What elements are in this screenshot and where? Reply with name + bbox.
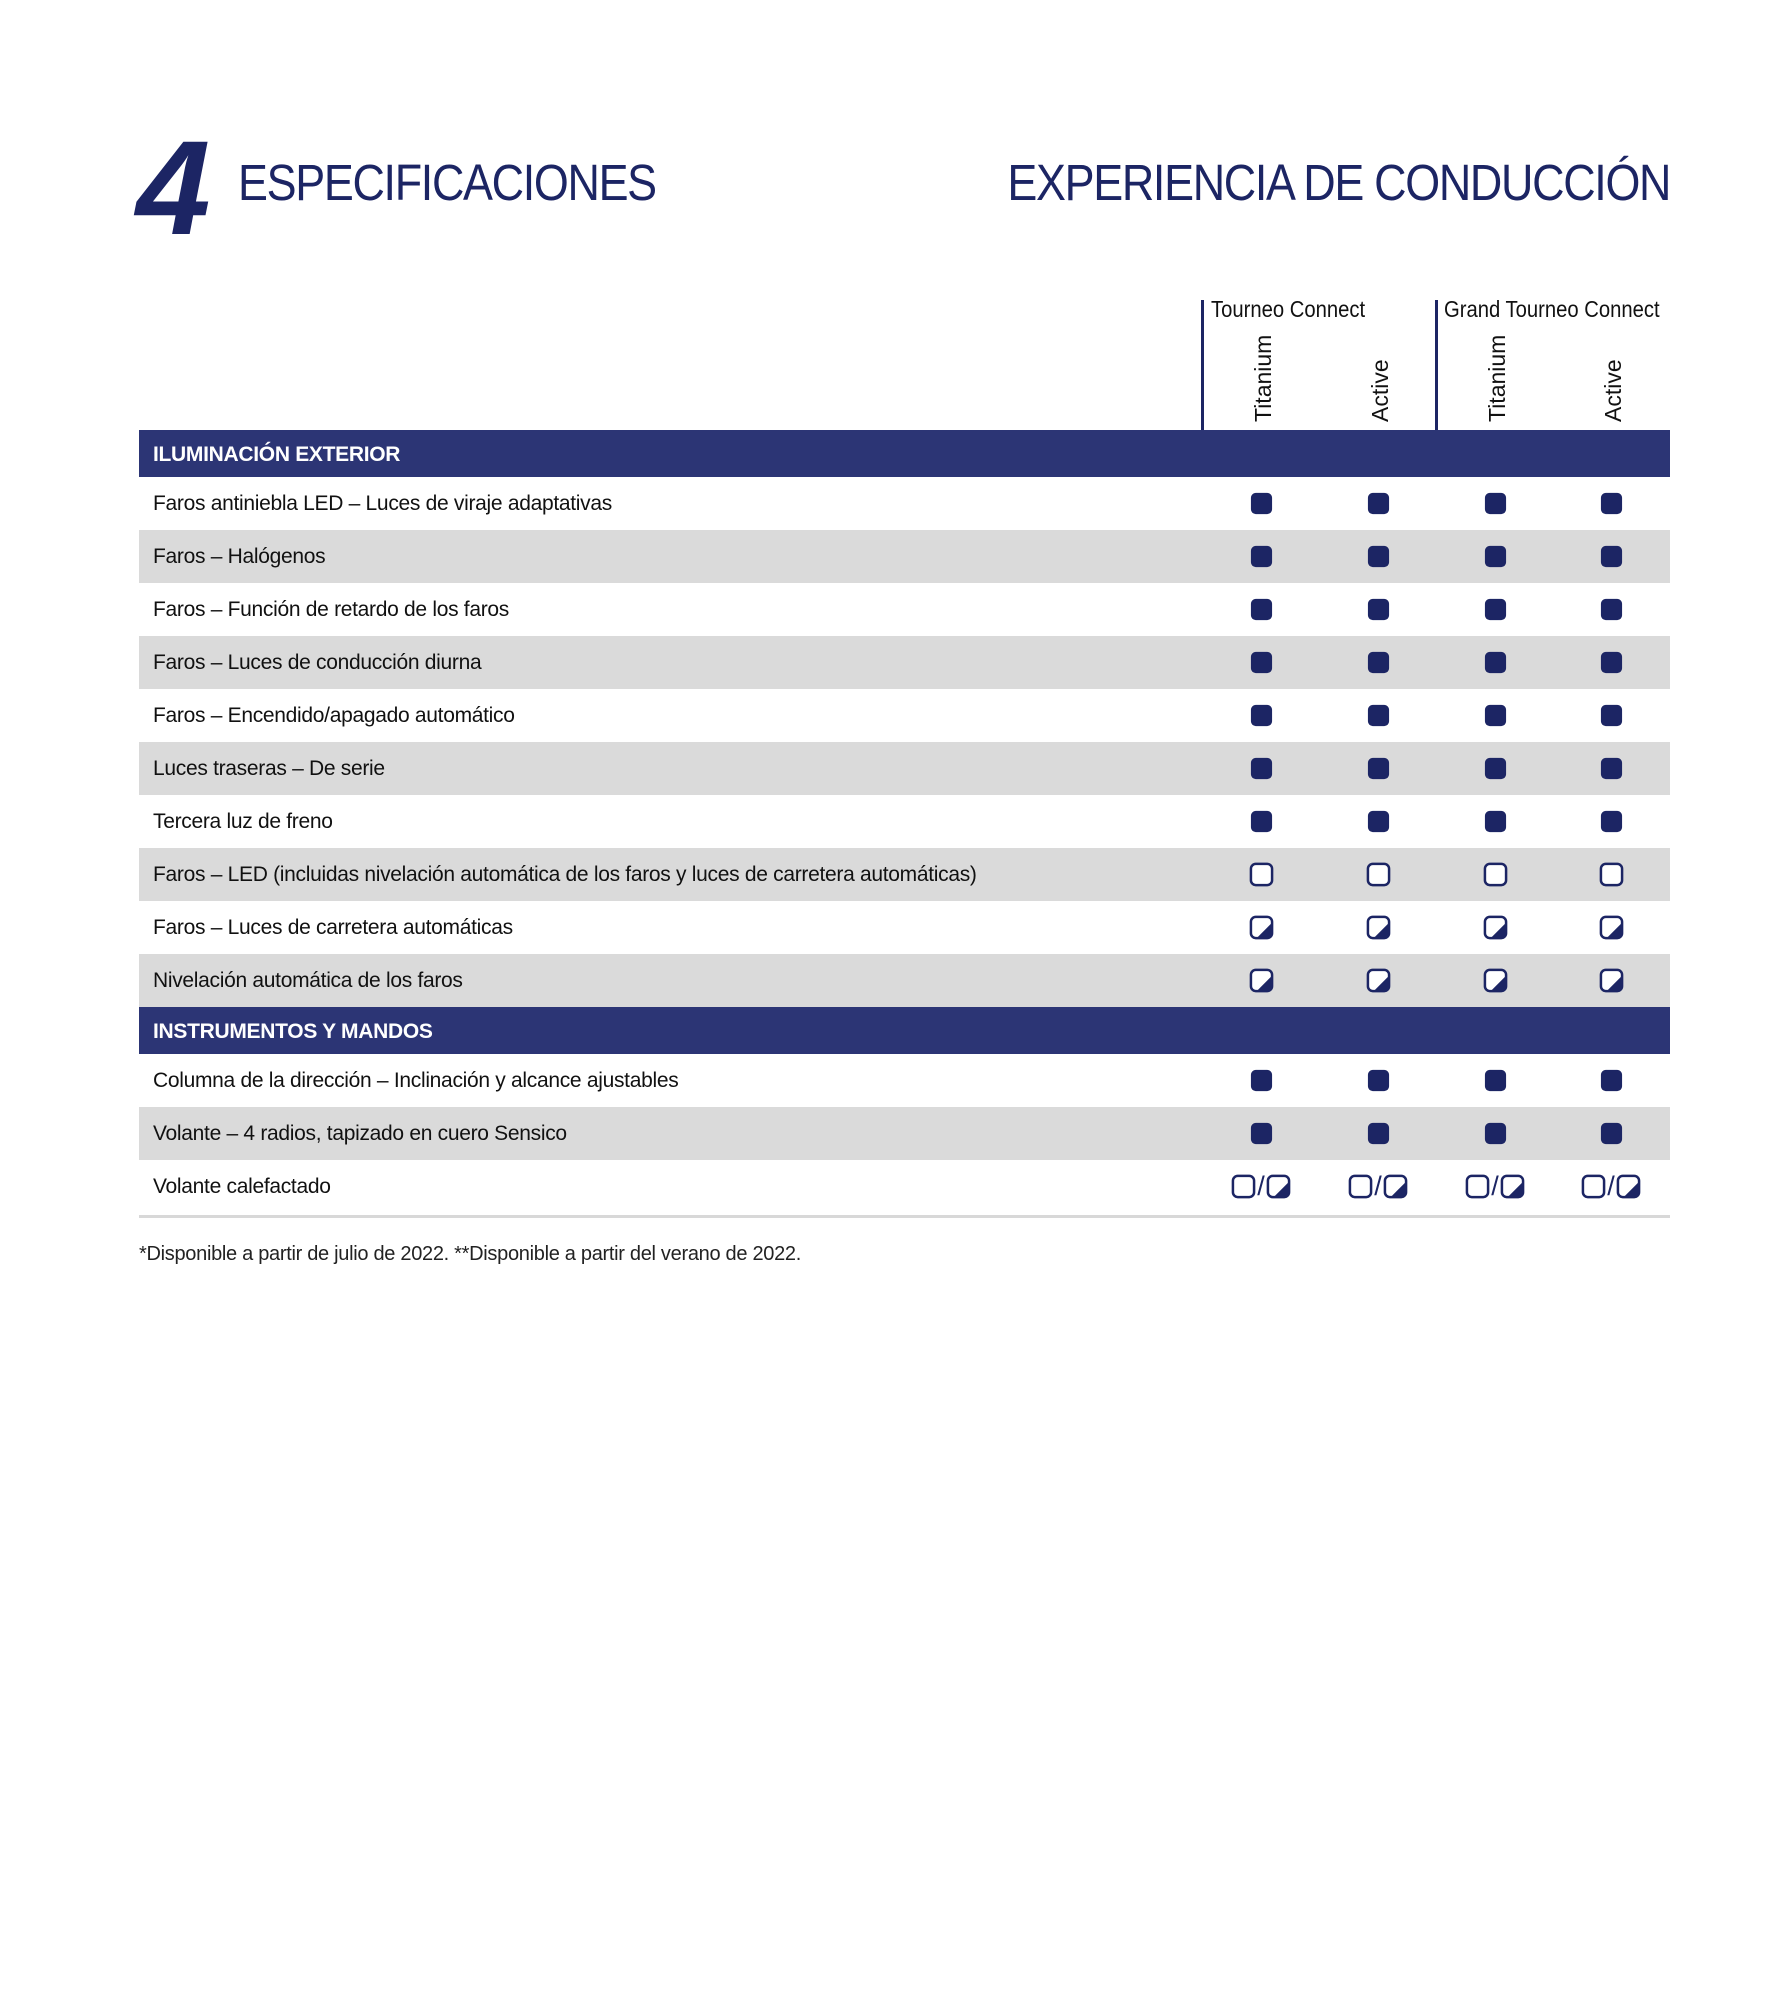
spec-cell [1221, 795, 1301, 848]
standard-filled-square-icon [1366, 491, 1391, 516]
spec-cell [1338, 530, 1418, 583]
spec-cell [1455, 530, 1535, 583]
slash-separator: / [1607, 1171, 1615, 1201]
spec-cell [1571, 477, 1651, 530]
spec-cell [1338, 1160, 1418, 1213]
standard-filled-square-icon [1483, 703, 1508, 728]
option-outline-square-icon [1599, 862, 1624, 887]
spec-cell [1455, 848, 1535, 901]
spec-row [139, 901, 1670, 954]
standard-filled-square-icon [1366, 597, 1391, 622]
spec-cell [1221, 583, 1301, 636]
group-label-tourneo-connect: Tourneo Connect [1211, 296, 1366, 322]
standard-filled-square-icon [1366, 703, 1391, 728]
option-pack-diagonal-square-icon [1483, 968, 1508, 993]
spec-cell [1221, 1107, 1301, 1160]
standard-filled-square-icon [1366, 650, 1391, 675]
trim-label-active: Active [1367, 359, 1393, 422]
option-or-pack-icon [1348, 1173, 1408, 1200]
spec-cell [1338, 689, 1418, 742]
spec-row-label: Faros – Encendido/apagado automático [153, 704, 515, 727]
spec-row [139, 742, 1670, 795]
spec-cell [1221, 848, 1301, 901]
option-outline-square-icon [1465, 1174, 1490, 1199]
standard-filled-square-icon [1599, 703, 1624, 728]
standard-filled-square-icon [1366, 1068, 1391, 1093]
page-title: EXPERIENCIA DE CONDUCCIÓN [1007, 154, 1670, 211]
spec-cell [1455, 1160, 1535, 1213]
standard-filled-square-icon [1483, 650, 1508, 675]
spec-cell [1221, 1160, 1301, 1213]
standard-filled-square-icon [1249, 756, 1274, 781]
slash-separator: / [1491, 1171, 1499, 1201]
spec-row [139, 1160, 1670, 1213]
standard-filled-square-icon [1483, 1121, 1508, 1146]
spec-row-label: Faros – Luces de conducción diurna [153, 651, 482, 674]
option-pack-diagonal-square-icon [1483, 915, 1508, 940]
slash-separator: / [1374, 1171, 1382, 1201]
section-header: ILUMINACIÓN EXTERIOR [139, 430, 1670, 477]
spec-cell [1571, 689, 1651, 742]
standard-filled-square-icon [1483, 544, 1508, 569]
spec-cell [1571, 901, 1651, 954]
spec-cell [1338, 477, 1418, 530]
spec-row [139, 689, 1670, 742]
spec-row [139, 1107, 1670, 1160]
spec-table [139, 430, 1670, 1218]
option-pack-diagonal-square-icon [1249, 915, 1274, 940]
spec-cell [1338, 742, 1418, 795]
spec-cell [1571, 530, 1651, 583]
spec-cell [1221, 477, 1301, 530]
group-divider-tourneo [1201, 300, 1204, 432]
spec-cell [1455, 477, 1535, 530]
spec-row-label: Luces traseras – De serie [153, 757, 385, 780]
standard-filled-square-icon [1599, 809, 1624, 834]
option-outline-square-icon [1249, 862, 1274, 887]
standard-filled-square-icon [1249, 597, 1274, 622]
option-pack-diagonal-square-icon [1383, 1174, 1408, 1199]
group-label-grand-tourneo-connect: Grand Tourneo Connect [1444, 296, 1660, 322]
spec-cell [1338, 1054, 1418, 1107]
trim-label-titanium: Titanium [1484, 334, 1510, 422]
option-outline-square-icon [1483, 862, 1508, 887]
standard-filled-square-icon [1249, 1121, 1274, 1146]
spec-cell [1571, 742, 1651, 795]
spec-cell [1455, 583, 1535, 636]
standard-filled-square-icon [1249, 809, 1274, 834]
standard-filled-square-icon [1599, 544, 1624, 569]
standard-filled-square-icon [1249, 703, 1274, 728]
standard-filled-square-icon [1483, 1068, 1508, 1093]
spec-row-label: Columna de la dirección – Inclinación y alcance ajustables [153, 1069, 679, 1092]
spec-cell [1455, 1107, 1535, 1160]
spec-row-label: Nivelación automática de los faros [153, 969, 463, 992]
option-pack-diagonal-square-icon [1366, 968, 1391, 993]
spec-cell [1338, 954, 1418, 1007]
standard-filled-square-icon [1366, 1121, 1391, 1146]
trim-label-active: Active [1600, 359, 1626, 422]
spec-cell [1571, 795, 1651, 848]
standard-filled-square-icon [1366, 756, 1391, 781]
standard-filled-square-icon [1599, 1068, 1624, 1093]
spec-cell [1221, 689, 1301, 742]
standard-filled-square-icon [1366, 809, 1391, 834]
spec-cell [1455, 954, 1535, 1007]
spec-cell [1221, 954, 1301, 1007]
option-pack-diagonal-square-icon [1266, 1174, 1291, 1199]
standard-filled-square-icon [1483, 809, 1508, 834]
spec-cell [1338, 636, 1418, 689]
spec-cell [1338, 583, 1418, 636]
spec-cell [1455, 636, 1535, 689]
spec-cell [1455, 901, 1535, 954]
spec-cell [1221, 901, 1301, 954]
spec-row [139, 848, 1670, 901]
spec-cell [1455, 1054, 1535, 1107]
standard-filled-square-icon [1483, 597, 1508, 622]
option-pack-diagonal-square-icon [1500, 1174, 1525, 1199]
standard-filled-square-icon [1483, 491, 1508, 516]
spec-cell [1338, 795, 1418, 848]
standard-filled-square-icon [1249, 544, 1274, 569]
spec-row [139, 530, 1670, 583]
spec-cell [1338, 1107, 1418, 1160]
option-outline-square-icon [1348, 1174, 1373, 1199]
spec-row-label: Faros – Luces de carretera automáticas [153, 916, 513, 939]
section-title: ESPECIFICACIONES [238, 154, 656, 211]
spec-cell [1571, 954, 1651, 1007]
spec-cell [1221, 1054, 1301, 1107]
spec-row [139, 636, 1670, 689]
spec-cell [1221, 530, 1301, 583]
spec-cell [1455, 795, 1535, 848]
spec-cell [1338, 901, 1418, 954]
standard-filled-square-icon [1366, 544, 1391, 569]
spec-cell [1571, 1107, 1651, 1160]
option-or-pack-icon [1581, 1173, 1641, 1200]
footnote: *Disponible a partir de julio de 2022. **Disponible a partir del verano de 2022. [139, 1243, 801, 1265]
spec-cell [1221, 742, 1301, 795]
spec-cell [1455, 742, 1535, 795]
spec-row [139, 583, 1670, 636]
spec-cell [1571, 1054, 1651, 1107]
standard-filled-square-icon [1599, 650, 1624, 675]
option-pack-diagonal-square-icon [1366, 915, 1391, 940]
spec-row-label: Faros antiniebla LED – Luces de viraje adaptativas [153, 492, 612, 515]
option-outline-square-icon [1366, 862, 1391, 887]
spec-cell [1571, 848, 1651, 901]
spec-row-label: Volante – 4 radios, tapizado en cuero Sensico [153, 1122, 567, 1145]
standard-filled-square-icon [1599, 597, 1624, 622]
standard-filled-square-icon [1599, 491, 1624, 516]
option-pack-diagonal-square-icon [1616, 1174, 1641, 1199]
spec-row-label: Faros – LED (incluidas nivelación automática de los faros y luces de carretera automáticas) [153, 863, 977, 886]
option-pack-diagonal-square-icon [1249, 968, 1274, 993]
spec-row [139, 1054, 1670, 1107]
spec-cell [1455, 689, 1535, 742]
section-header: INSTRUMENTOS Y MANDOS [139, 1007, 1670, 1054]
spec-row [139, 795, 1670, 848]
option-outline-square-icon [1231, 1174, 1256, 1199]
spec-row [139, 954, 1670, 1007]
slash-separator: / [1257, 1171, 1265, 1201]
standard-filled-square-icon [1599, 756, 1624, 781]
spec-cell [1571, 583, 1651, 636]
option-outline-square-icon [1581, 1174, 1606, 1199]
option-or-pack-icon [1465, 1173, 1525, 1200]
standard-filled-square-icon [1249, 491, 1274, 516]
option-pack-diagonal-square-icon [1599, 968, 1624, 993]
spec-cell [1571, 1160, 1651, 1213]
standard-filled-square-icon [1483, 756, 1508, 781]
standard-filled-square-icon [1599, 1121, 1624, 1146]
spec-row-label: Tercera luz de freno [153, 810, 333, 833]
chapter-number: 4 [136, 114, 207, 263]
option-or-pack-icon [1231, 1173, 1291, 1200]
spec-row-label: Faros – Halógenos [153, 545, 326, 568]
table-bottom-rule [139, 1215, 1670, 1218]
spec-row [139, 477, 1670, 530]
option-pack-diagonal-square-icon [1599, 915, 1624, 940]
spec-row-label: Volante calefactado [153, 1175, 331, 1198]
spec-row-label: Faros – Función de retardo de los faros [153, 598, 509, 621]
spec-cell [1571, 636, 1651, 689]
spec-cell [1338, 848, 1418, 901]
spec-cell [1221, 636, 1301, 689]
trim-label-titanium: Titanium [1250, 334, 1276, 422]
group-divider-grand-tourneo [1435, 300, 1438, 432]
standard-filled-square-icon [1249, 1068, 1274, 1093]
standard-filled-square-icon [1249, 650, 1274, 675]
